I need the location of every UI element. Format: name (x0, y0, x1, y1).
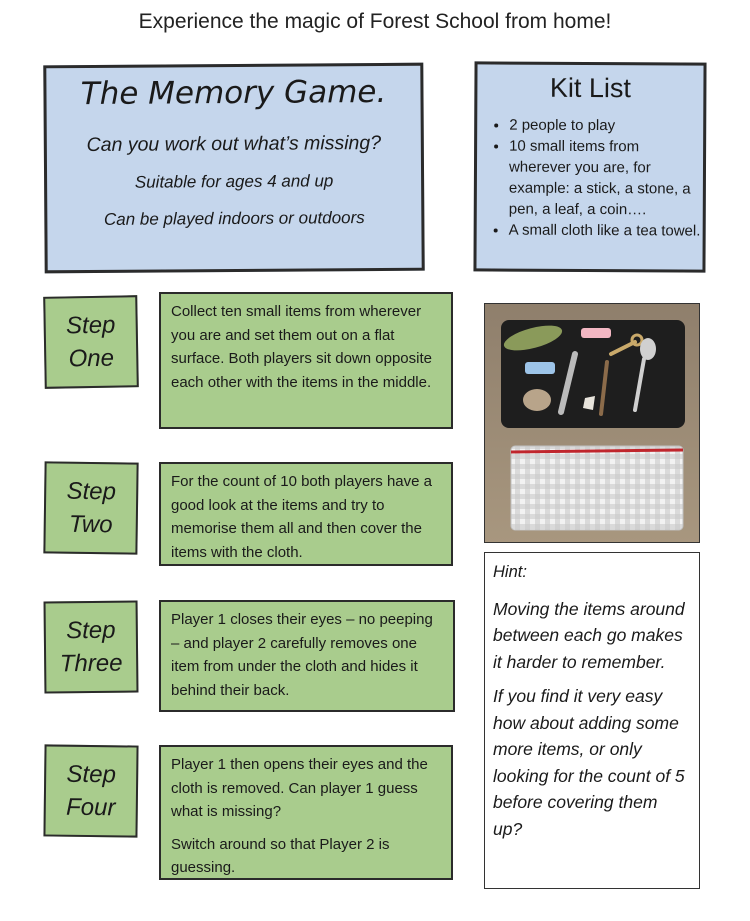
step-word: Step (65, 311, 116, 340)
page-header: Experience the magic of Forest School from home! (138, 10, 612, 33)
step-four-label (43, 744, 138, 837)
step-description-extra: Switch around so that Player 2 is guessing. (171, 835, 390, 876)
stone-icon (523, 389, 551, 411)
game-items-photo (484, 303, 700, 543)
spoon-icon (640, 338, 656, 360)
step-three-text (159, 600, 455, 712)
game-ages: Suitable for ages 4 and up (134, 171, 334, 192)
step-word: Step (65, 616, 116, 645)
kit-item: • 10 small items from wherever you are, for example: a stick, a stone, a pen, a leaf, a coin…. (509, 136, 703, 221)
memory-game-panel (43, 63, 424, 274)
step-description: Collect ten small items from wherever you are and set them out on a flat surface. Both players sit down opposite each other with the items in the middle. (171, 303, 432, 391)
step-description: Player 1 closes their eyes – no peeping – and player 2 carefully removes one item from under the cloth and hides it behind their back. (171, 611, 433, 699)
hint-title: Hint: (493, 563, 527, 581)
kit-items (481, 114, 704, 241)
step-two-text (159, 462, 453, 566)
step-number: Four (65, 793, 116, 822)
eraser-icon (581, 328, 611, 338)
game-title: The Memory Game. (80, 73, 387, 113)
cloth-zip-icon (511, 450, 683, 452)
glue-stick-icon (525, 362, 555, 374)
hint-panel (484, 552, 700, 889)
hint-paragraph: If you find it very easy how about adding some more items, or only looking for the count of 5 before covering them up? (493, 686, 685, 839)
game-location: Can be played indoors or outdoors (103, 208, 365, 229)
step-word: Step (66, 760, 117, 789)
kit-list-panel (473, 61, 706, 272)
step-number: Two (68, 510, 113, 539)
step-one-label (43, 295, 139, 389)
kit-title: Kit List (549, 72, 632, 104)
step-word: Step (66, 477, 117, 506)
step-four-text (159, 745, 453, 880)
items-illustration (485, 304, 700, 543)
step-number: Three (59, 649, 123, 678)
cloth-icon (511, 446, 683, 530)
step-description: Player 1 then opens their eyes and the cloth is removed. Can player 1 guess what is missing? (171, 756, 428, 820)
step-one-text (159, 292, 453, 429)
step-two-label (43, 461, 138, 554)
step-description: For the count of 10 both players have a good look at the items and try to memorise them all and then cover the items with the cloth. (171, 473, 432, 561)
kit-item: • 2 people to play (509, 115, 703, 137)
kit-item: • A small cloth like a tea towel. (509, 220, 703, 242)
game-question: Can you work out what’s missing? (86, 131, 382, 157)
hint-paragraph: Moving the items around between each go makes it harder to remember. (493, 598, 685, 672)
step-number: One (68, 344, 115, 373)
step-three-label (44, 601, 139, 694)
